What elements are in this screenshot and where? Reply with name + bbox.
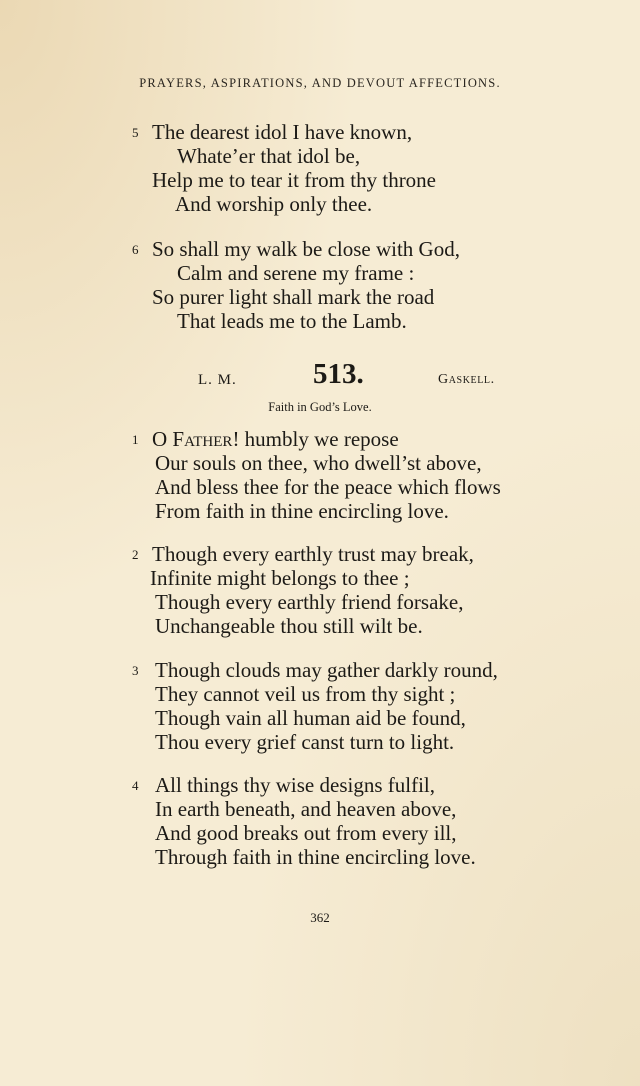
running-head: PRAYERS, ASPIRATIONS, AND DEVOUT AFFECTIONS. bbox=[139, 76, 501, 90]
verse-line: And worship only thee. bbox=[175, 192, 373, 216]
verse-line: So shall my walk be close with God, bbox=[152, 237, 460, 261]
verse-line: Though every earthly trust may break, bbox=[152, 542, 474, 566]
verse-line: Thou every grief canst turn to light. bbox=[155, 730, 455, 754]
verse-line-first bbox=[152, 427, 399, 451]
verse-line: Though every earthly friend forsake, bbox=[155, 590, 464, 614]
stanza-number: 5 bbox=[132, 125, 139, 140]
verse-line: Help me to tear it from thy throne bbox=[152, 168, 437, 192]
verse-line: They cannot veil us from thy sight ; bbox=[155, 682, 456, 706]
verse-line: Unchangeable thou still wilt be. bbox=[155, 614, 423, 638]
verse-line: Our souls on thee, who dwell’st above, bbox=[155, 451, 482, 475]
verse-line: In earth beneath, and heaven above, bbox=[155, 797, 457, 821]
first-line-rest: ! humbly we repose bbox=[232, 427, 399, 451]
verse-line: Whate’er that idol be, bbox=[177, 144, 361, 168]
hymn-meter: L. M. bbox=[198, 372, 237, 388]
verse-line: From faith in thine encircling love. bbox=[155, 499, 449, 523]
verse-line: All things thy wise designs fulfil, bbox=[155, 773, 435, 797]
verse-line: And good breaks out from every ill, bbox=[155, 821, 457, 845]
page-number: 362 bbox=[310, 910, 330, 925]
stanza-number: 6 bbox=[132, 242, 139, 257]
first-line-lead: O bbox=[152, 427, 173, 451]
verse-line: Infinite might belongs to thee ; bbox=[150, 566, 410, 590]
verse-line: The dearest idol I have known, bbox=[152, 120, 413, 144]
stanza-number: 2 bbox=[132, 547, 139, 562]
first-line-smallcaps: Father bbox=[172, 427, 233, 451]
hymn-heading bbox=[0, 360, 640, 400]
stanza-number: 4 bbox=[132, 778, 139, 793]
verse-line: Through faith in thine encircling love. bbox=[155, 845, 476, 869]
verse-line: Though clouds may gather darkly round, bbox=[155, 658, 498, 682]
hymn-subtitle: Faith in God’s Love. bbox=[268, 400, 372, 414]
verse-line: Calm and serene my frame : bbox=[177, 261, 415, 285]
verse-line: So purer light shall mark the road bbox=[152, 285, 435, 309]
stanza-number: 1 bbox=[132, 432, 139, 447]
hymn-number: 513. bbox=[313, 358, 364, 390]
hymn-tune: Gaskell. bbox=[438, 372, 495, 387]
verse-line: That leads me to the Lamb. bbox=[177, 309, 407, 333]
verse-line: And bless thee for the peace which flows bbox=[155, 475, 501, 499]
verse-line: Though vain all human aid be found, bbox=[155, 706, 466, 730]
stanza-number: 3 bbox=[132, 663, 139, 678]
